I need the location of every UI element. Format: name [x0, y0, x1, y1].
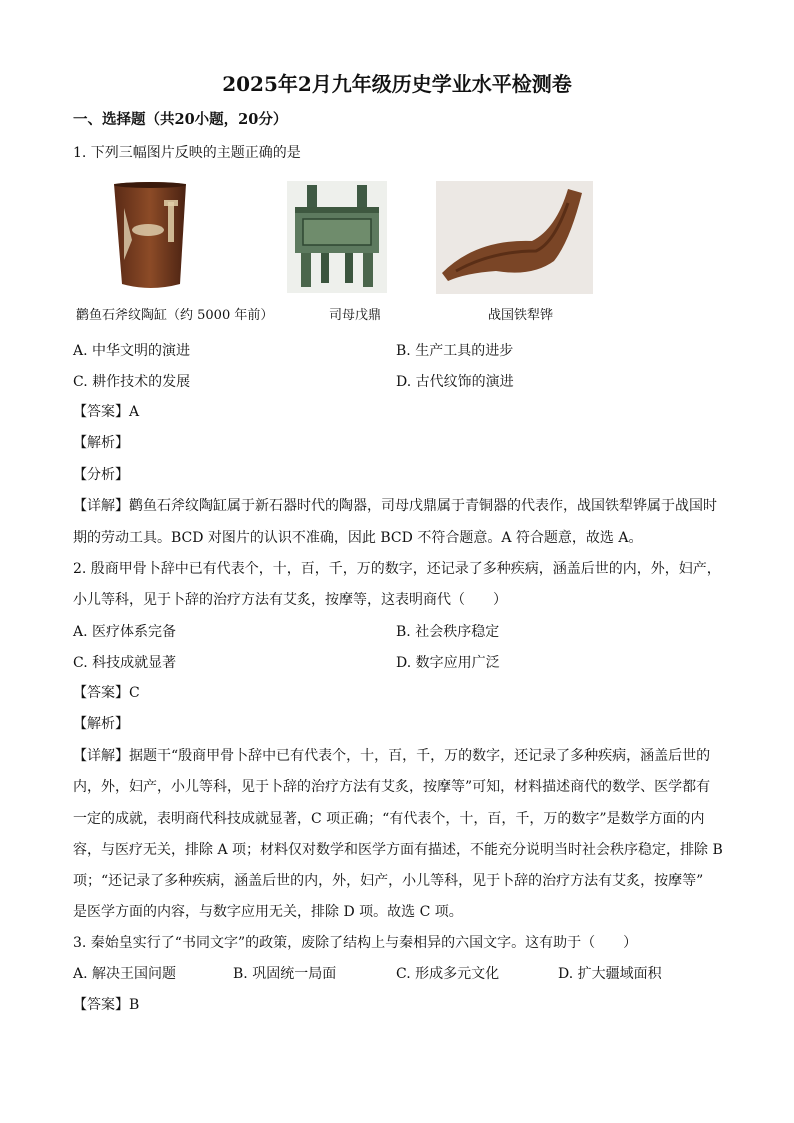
- bronze-ding-image: [287, 181, 387, 293]
- question-2-stem: 小儿等科，见于卜辞的治疗方法有艾炙，按摩等，这表明商代（ ）: [73, 592, 507, 608]
- q2-detail-line: 【详解】据题干“殷商甲骨卜辞中已有代表个，十，百，千，万的数字，还记录了多种疾病，涵盖后世的: [73, 748, 711, 764]
- q2-detail-line: 是医学方面的内容，与数字应用无关，排除 D 项。故选 C 项。: [73, 904, 463, 920]
- section-heading: 一、选择题（共20小题，20分）: [73, 111, 288, 128]
- q3-option-b: B. 巩固统一局面: [233, 966, 337, 982]
- q1-answer: 【答案】A: [73, 404, 140, 420]
- q3-answer: 【答案】B: [73, 997, 140, 1013]
- q2-detail-line: 一定的成就，表明商代科技成就显著，C 项正确；“有代表个，十，百，千，万的数字”是数学方面的内: [73, 811, 705, 827]
- q3-option-c: C. 形成多元文化: [396, 966, 500, 982]
- question-1-stem: 1. 下列三幅图片反映的主题正确的是: [73, 145, 301, 161]
- iron-plough-image: [436, 181, 593, 294]
- q1-option-c: C. 耕作技术的发展: [73, 374, 191, 390]
- q1-fenxi-heading: 【分析】: [73, 467, 129, 483]
- q2-detail-line: 项；“还记录了多种疾病，涵盖后世的内，外，妇产，小儿等科，见于卜辞的治疗方法有艾炙，按摩等”: [73, 873, 704, 889]
- caption-iron-plough: 战国铁犁铧: [488, 308, 554, 323]
- q1-option-a: A. 中华文明的演进: [73, 343, 191, 359]
- q1-option-d: D. 古代纹饰的演进: [396, 374, 514, 390]
- pottery-jar-image: [110, 180, 190, 294]
- q3-option-a: A. 解决王国问题: [73, 966, 177, 982]
- q1-option-b: B. 生产工具的进步: [396, 343, 514, 359]
- q1-analysis-heading: 【解析】: [73, 435, 129, 451]
- q3-option-d: D. 扩大疆域面积: [558, 966, 662, 982]
- q2-detail-line: 容，与医疗无关，排除 A 项；材料仅对数学和医学方面有描述，不能充分说明当时社会秩序稳定，排除 B: [73, 842, 723, 858]
- q2-answer: 【答案】C: [73, 685, 140, 701]
- q2-option-c: C. 科技成就显著: [73, 655, 177, 671]
- caption-pottery-jar: 鹳鱼石斧纹陶缸（约 5000 年前）: [76, 308, 274, 323]
- q2-option-b: B. 社会秩序稳定: [396, 624, 500, 640]
- q2-detail-line: 内，外，妇产，小儿等科，见于卜辞的治疗方法有艾炙，按摩等”可知，材料描述商代的数学、医学都有: [73, 779, 711, 795]
- q2-option-d: D. 数字应用广泛: [396, 655, 500, 671]
- document-title: 2025年2月九年级历史学业水平检测卷: [222, 72, 572, 96]
- q2-analysis-heading: 【解析】: [73, 716, 129, 732]
- q2-option-a: A. 医疗体系完备: [73, 624, 177, 640]
- q1-detail-line: 期的劳动工具。BCD 对图片的认识不准确，因此 BCD 不符合题意。A 符合题意，故选 A。: [73, 530, 643, 546]
- caption-bronze-ding: 司母戊鼎: [329, 308, 382, 323]
- question-3-stem: 3. 秦始皇实行了“书同文字”的政策，废除了结构上与秦相异的六国文字。这有助于（ ）: [73, 935, 638, 951]
- q1-detail-line: 【详解】鹳鱼石斧纹陶缸属于新石器时代的陶器，司母戊鼎属于青铜器的代表作，战国铁犁铧属于战国时: [73, 498, 717, 514]
- question-2-stem: 2. 殷商甲骨卜辞中已有代表个，十，百，千，万的数字，还记录了多种疾病，涵盖后世的内，外，妇产，: [73, 561, 721, 577]
